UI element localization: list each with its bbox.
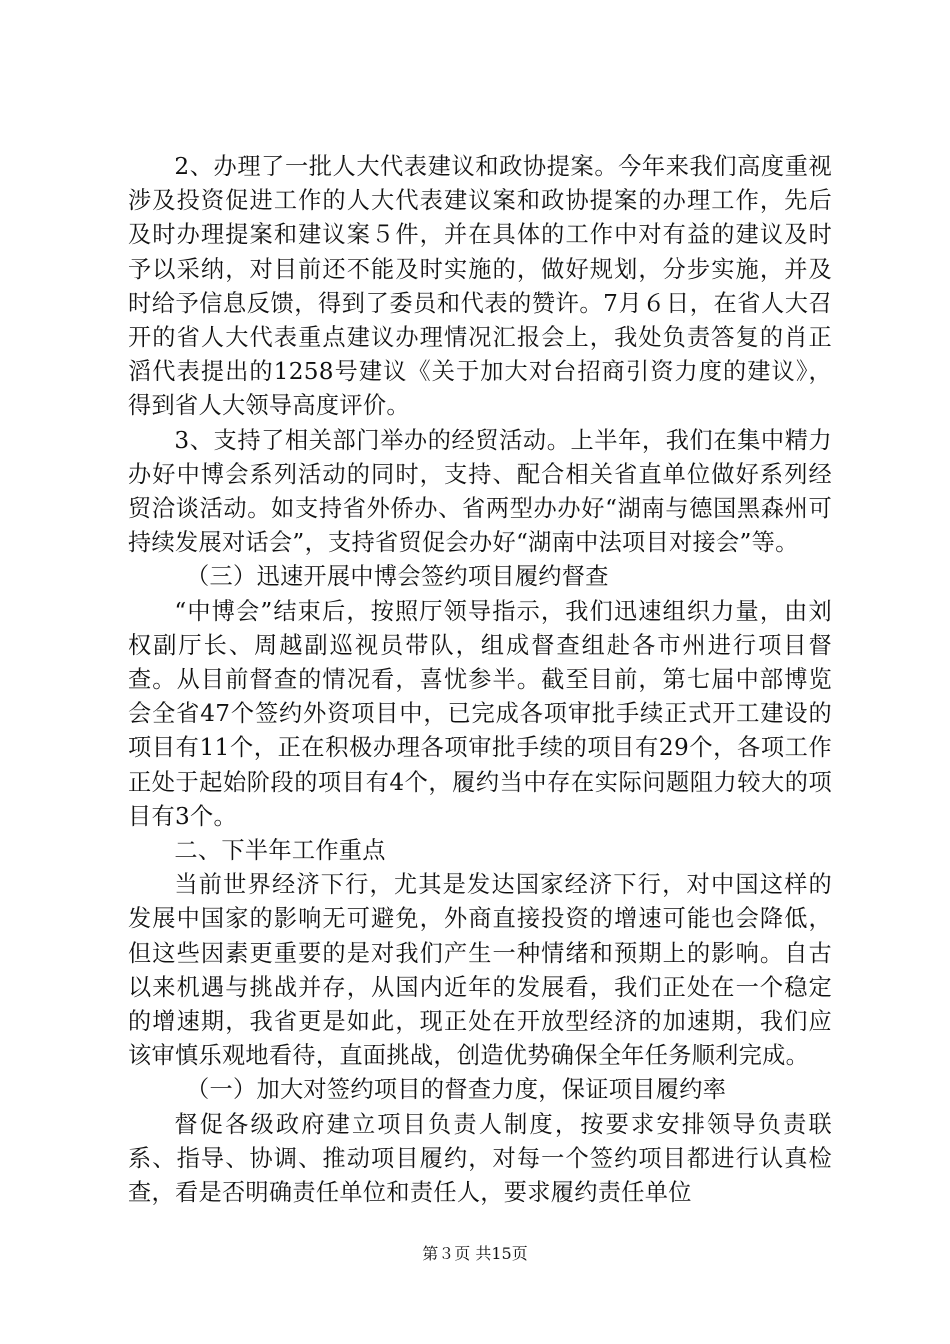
subheading-strengthen-supervision: （一）加大对签约项目的督查力度，保证项目履约率	[186, 1076, 727, 1104]
paragraph-motions-handling: 2、办理了一批人大代表建议和政协提案。今年来我们高度重视涉及投资促进工作的人大代表建议案和政协提案的办理工作，先后及时办理提案和建议案５件，并在具体的工作中对有益的建议及时予以采纳，对目前还不能及时实施的，做好规划，分步实施，并及时给予信息反馈，得到了委员和代表的赞许。7月６日，在省人大召开的省人大代表重点建议办理情况汇报会上，我处负责答复的肖正滔代表提出的1258号建议《关于加大对台招商引资力度的建议》，得到省人大领导高度评价。	[128, 153, 832, 420]
paragraph-economic-outlook: 当前世界经济下行，尤其是发达国家经济下行，对中国这样的发展中国家的影响无可避免，外商直接投资的增速可能也会降低，但这些因素更重要的是对我们产生一种情绪和预期上的影响。自古以来机遇与挑战并存，从国内近年的发展看，我们正处在一个稳定的增速期，我省更是如此，现正处在开放型经济的加速期，我们应该审慎乐观地看待，直面挑战，创造优势确保全年任务顺利完成。	[128, 871, 832, 1070]
paragraph-inspection-results: “中博会”结束后，按照厅领导指示，我们迅速组织力量，由刘权副厅长、周越副巡视员带队，组成督查组赴各市州进行项目督查。从目前督查的情况看，喜忧参半。截至目前，第七届中部博览会全省47个签约外资项目中，已完成各项审批手续正式开工建设的项目有11个，正在积极办理各项审批手续的项目有29个，各项工作正处于起始阶段的项目有4个，履约当中存在实际问题阻力较大的项目有3个。	[128, 597, 832, 830]
document-body	[128, 150, 832, 1210]
subheading-project-inspection: （三）迅速开展中博会签约项目履约督查	[186, 563, 609, 591]
paragraph-trade-activities: 3、支持了相关部门举办的经贸活动。上半年，我们在集中精力办好中博会系列活动的同时，支持、配合相关省直单位做好系列经贸洽谈活动。如支持省外侨办、省两型办办好“湖南与德国黑森州可持续发展对话会”，支持省贸促会办好“湖南中法项目对接会”等。	[128, 426, 832, 557]
page-number-footer: 第３页 共15页	[422, 1244, 528, 1263]
heading-second-half-priorities: 二、下半年工作重点	[174, 837, 386, 865]
paragraph-responsibility-system: 督促各级政府建立项目负责人制度，按要求安排领导负责联系、指导、协调、推动项目履约，对每一个签约项目都进行认真检查，看是否明确责任单位和责任人，要求履约责任单位	[128, 1110, 832, 1207]
